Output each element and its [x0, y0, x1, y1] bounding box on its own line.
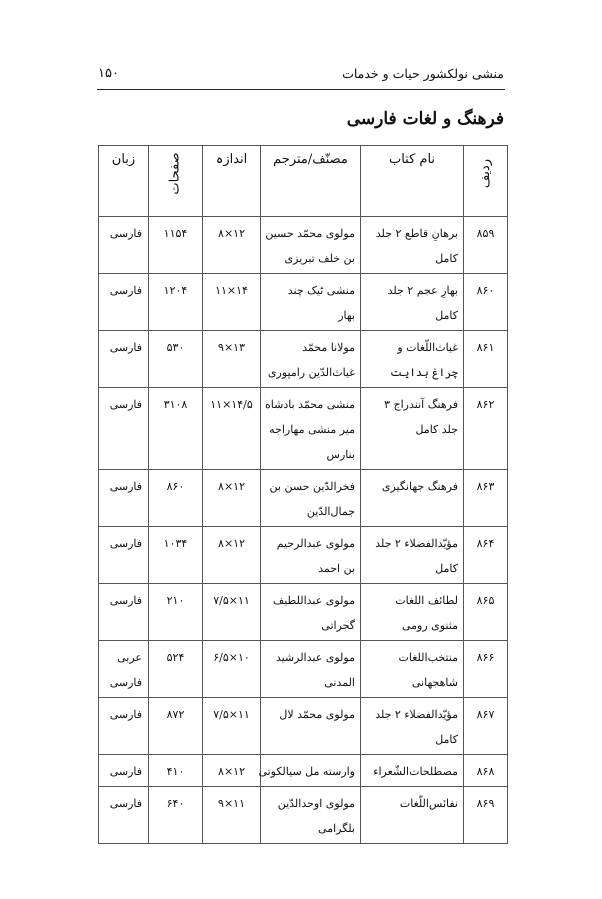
cell-title: [361, 641, 464, 698]
cell-language-line: فارسی: [109, 708, 142, 721]
cell-pages: ۱۲۰۴: [149, 274, 203, 331]
table-row: [99, 787, 508, 844]
cell-pages: ۳۱۰۸: [149, 388, 203, 470]
cell-author: [261, 470, 361, 527]
cell-pages: ۱۰۳۴: [149, 527, 203, 584]
cell-size: ۱۲×۸: [203, 755, 261, 787]
cell-author: [261, 388, 361, 470]
cell-title-line: مثنوی رومی: [401, 619, 458, 632]
cell-title: [361, 331, 464, 388]
cell-author: [261, 274, 361, 331]
cell-author-line: منشی محمّد بادشاه: [265, 398, 355, 411]
cell-language-line: فارسی: [109, 765, 142, 778]
cell-pages: ۵۲۴: [149, 641, 203, 698]
cell-size: ۱۰×۶/۵: [203, 641, 261, 698]
running-header-title: منشی نولکشور حیات و خدمات: [342, 66, 504, 81]
cell-title: [361, 755, 464, 787]
cell-author-line: بن خلف تبریزی: [284, 252, 355, 265]
cell-title-line: بهارِ عجم ۲ جلد: [387, 284, 458, 297]
cell-author-line: مولوی محمّد لال: [279, 708, 355, 721]
cell-size: ۱۱×۷/۵: [203, 584, 261, 641]
cell-language: [99, 217, 149, 274]
page-number: ۱۵۰: [98, 66, 119, 81]
cell-author: [261, 527, 361, 584]
cell-title-line: چراغ ہدایت: [390, 366, 458, 379]
cell-serial: ۸۶۶: [464, 641, 508, 698]
col-header-serial: ردیف: [464, 146, 508, 217]
cell-size: ۱۱×۷/۵: [203, 698, 261, 755]
cell-size: ۱۲×۸: [203, 470, 261, 527]
cell-serial: ۸۶۳: [464, 470, 508, 527]
cell-size: ۱۲×۸: [203, 217, 261, 274]
cell-size: ۱۴/۵×۱۱: [203, 388, 261, 470]
cell-author: [261, 787, 361, 844]
cell-serial: ۸۶۸: [464, 755, 508, 787]
table-row: [99, 470, 508, 527]
cell-author-line: المدنی: [324, 676, 355, 689]
cell-title-line: کامل: [435, 309, 458, 322]
cell-title-line: فرهنگ آنندراج ۳: [384, 398, 458, 411]
cell-language: [99, 388, 149, 470]
table-row: [99, 755, 508, 787]
cell-language-line: فارسی: [109, 797, 142, 810]
cell-author-line: مولانا محمّد: [302, 341, 355, 354]
cell-author: [258, 755, 361, 787]
col-header-size: اندازہ: [203, 146, 261, 217]
cell-title-line: لطائف اللغات: [395, 594, 458, 607]
cell-author-line: وارسته مل سیالکوتی: [258, 765, 355, 778]
cell-author-line: بن احمد: [318, 562, 355, 575]
cell-serial: ۸۶۷: [464, 698, 508, 755]
cell-author: [261, 641, 361, 698]
cell-size: ۱۱×۹: [203, 787, 261, 844]
header-rule: [97, 89, 505, 90]
table-row: [99, 641, 508, 698]
cell-serial: ۸۶۱: [464, 331, 508, 388]
cell-author: [261, 331, 361, 388]
cell-title-line: مؤیّدالفضلاء ۲ جلد: [375, 537, 458, 550]
table-row: [99, 217, 508, 274]
cell-title-line: شاهجهانی: [411, 676, 458, 689]
cell-author-line: منشی ٹیک چند: [287, 284, 355, 297]
cell-language-line: فارسی: [109, 594, 142, 607]
cell-title: [361, 274, 464, 331]
table-header-row: [99, 146, 508, 217]
cell-language: [99, 755, 149, 787]
cell-size: ۱۳×۹: [203, 331, 261, 388]
table-row: [99, 584, 508, 641]
cell-serial: ۸۶۵: [464, 584, 508, 641]
cell-language-line: فارسی: [109, 480, 142, 493]
cell-language-line: فارسی: [109, 676, 142, 689]
cell-language-line: فارسی: [109, 341, 142, 354]
cell-language: [99, 527, 149, 584]
cell-language-line: فارسی: [109, 537, 142, 550]
cell-size: ۱۴×۱۱: [203, 274, 261, 331]
cell-author-line: فخرالدّین حسن بن: [269, 480, 355, 493]
cell-author-line: بلگرامی: [318, 822, 355, 835]
cell-pages: ۱۱۵۴: [149, 217, 203, 274]
cell-title: [361, 388, 464, 470]
cell-language: [99, 331, 149, 388]
cell-title-line: مؤیّدالفضلاء ۲ جلد: [375, 708, 458, 721]
cell-language-line: فارسی: [109, 284, 142, 297]
cell-title-line: منتخب‌اللغات: [398, 651, 458, 664]
cell-title-line: غیاث‌اللّغات و: [397, 341, 458, 354]
cell-title: [361, 787, 464, 844]
cell-pages: ۲۱۰: [149, 584, 203, 641]
cell-author-line: مولوی عبدالرحیم: [276, 537, 355, 550]
cell-title-line: فرهنگ جهانگیری: [381, 480, 458, 493]
cell-language: [99, 470, 149, 527]
cell-pages: ۸۷۲: [149, 698, 203, 755]
cell-language: [99, 641, 149, 698]
cell-language: [99, 274, 149, 331]
books-table: [98, 145, 508, 844]
cell-author: [261, 584, 361, 641]
cell-language: [99, 787, 149, 844]
cell-title: [361, 584, 464, 641]
cell-title-line: نفائس‌اللّغات: [399, 797, 458, 810]
cell-author-line: بهار: [338, 309, 355, 322]
cell-pages: ۵۳۰: [149, 331, 203, 388]
cell-title-line: جلد کامل: [415, 423, 458, 436]
section-title: فرهنگ و لغات فارسی: [346, 109, 504, 129]
cell-author-line: مولوی اوحدالدّین: [277, 797, 355, 810]
cell-author-line: مولوی محمّد حسین: [265, 227, 355, 240]
cell-title-line: کامل: [435, 733, 458, 746]
cell-title: [361, 217, 464, 274]
col-header-pages: صفحات: [149, 146, 203, 217]
cell-title-line: برهانِ قاطع ۲ جلد: [375, 227, 458, 240]
cell-serial: ۸۶۰: [464, 274, 508, 331]
col-header-title: نام کتاب: [361, 146, 464, 217]
cell-author-line: گجراتی: [321, 619, 355, 632]
cell-author-line: میر منشی مهاراجه: [269, 423, 355, 436]
table-row: [99, 527, 508, 584]
cell-serial: ۸۶۲: [464, 388, 508, 470]
cell-author-line: غیاث‌الدّین رامپوری: [267, 366, 355, 379]
table-row: [99, 331, 508, 388]
table-row: [99, 388, 508, 470]
cell-size: ۱۲×۸: [203, 527, 261, 584]
cell-title: [361, 527, 464, 584]
cell-language: [99, 698, 149, 755]
cell-serial: ۸۶۹: [464, 787, 508, 844]
table-row: [99, 698, 508, 755]
cell-author-line: بنارس: [326, 448, 355, 461]
col-header-language: زبان: [99, 146, 149, 217]
cell-title-line: مصطلحات‌الشّعراء: [373, 765, 458, 778]
cell-author-line: مولوی عبدالرشید: [275, 651, 355, 664]
cell-language-line: عربی: [117, 651, 142, 664]
cell-pages: ۶۴۰: [149, 787, 203, 844]
cell-title: [361, 698, 464, 755]
col-header-author: مصنّف/مترجم: [261, 146, 361, 217]
cell-author-line: جمال‌الدّین: [306, 505, 355, 518]
cell-title-line: کامل: [435, 252, 458, 265]
cell-serial: ۸۶۴: [464, 527, 508, 584]
cell-author: [261, 698, 361, 755]
cell-author-line: مولوی عبداللطیف: [272, 594, 355, 607]
cell-title-line: کامل: [435, 562, 458, 575]
cell-language: [99, 584, 149, 641]
cell-language-line: فارسی: [109, 227, 142, 240]
cell-serial: ۸۵۹: [464, 217, 508, 274]
cell-author: [261, 217, 361, 274]
cell-pages: ۸۶۰: [149, 470, 203, 527]
table-row: [99, 274, 508, 331]
cell-title: [361, 470, 464, 527]
cell-language-line: فارسی: [109, 398, 142, 411]
cell-pages: ۴۱۰: [149, 755, 203, 787]
